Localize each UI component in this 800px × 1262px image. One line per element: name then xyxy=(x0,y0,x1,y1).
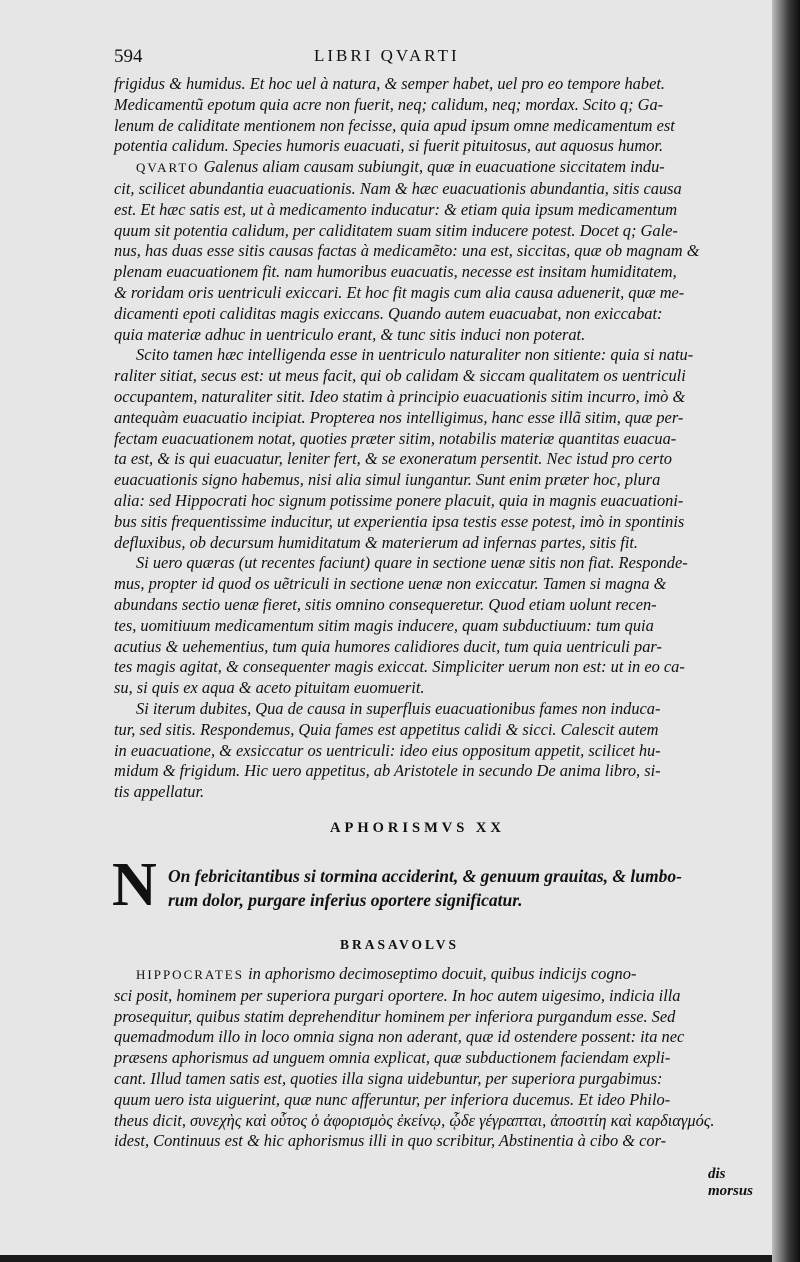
page-edge-shadow xyxy=(772,0,800,1262)
text-line: On febricitantibus si tormina acciderint, & genuum grauitas, & lumbo- xyxy=(168,866,682,886)
page-number: 594 xyxy=(114,46,143,67)
commentary-author: BRASAVOLVS xyxy=(340,937,460,952)
text-line-rest: in aphorismo decimoseptimo docuit, quibus indicijs cogno- xyxy=(248,964,637,983)
text-line: defluxibus, ob decursum humiditatum & materierum ad infernas partes, sitis fit. xyxy=(114,532,639,552)
text-line: nus, has duas esse sitis causas factas à medicamẽto: una est, siccitas, quæ ob magnam & xyxy=(114,241,700,261)
text-line: tis appellatur. xyxy=(114,782,205,802)
text-line: tur, sed sitis. Respondemus, Quia fames est appetitus calidi & sicci. Calescit autem xyxy=(114,719,659,739)
text-line: quum sit potentia calidum, per caliditatem suam sitim inducere potest. Docet q; Gale- xyxy=(114,220,678,240)
paragraph-1 xyxy=(114,74,756,157)
catchword: dis morsus xyxy=(708,1166,754,1199)
lead-word: HIPPOCRATES xyxy=(136,967,244,982)
text-line: su, si quis ex aqua & aceto pituitam euomuerit. xyxy=(114,678,425,698)
text-line: plenam euacuationem fit. nam humoribus euacuatis, necesse est insitam humiditatem, xyxy=(114,262,677,282)
text-line: Si iterum dubites, Qua de causa in superfluis euacuationibus fames non induca- xyxy=(136,698,661,718)
text-line: dicamenti epoti caliditas magis exiccans. Quando autem euacuabat, non exiccabat: xyxy=(114,303,663,323)
running-head: LIBRI QVARTI xyxy=(314,46,460,65)
text-line: lenum de caliditate mentionem non fecisse, quia apud ipsum omne medicamentum est xyxy=(114,115,675,135)
paragraph-5 xyxy=(114,699,756,803)
text-line: frigidus & humidus. Et hoc uel à natura, & semper habet, uel pro eo tempore habet. xyxy=(114,74,665,93)
text-line: præsens aphorismus ad unguem omnia explicat, quæ subductionem faciendam expli- xyxy=(114,1048,671,1068)
text-line: rum dolor, purgare inferius oportere significatur. xyxy=(168,890,523,910)
text-line: occupantem, naturaliter sitit. Ideo statim à principio euacuationis sitim incurro, imò & xyxy=(114,386,686,406)
text-line: prosequitur, quibus statim deprehenditur hominem per inferiora purgandum esse. Sed xyxy=(114,1006,676,1026)
text-line: Scito tamen hæc intelligenda esse in uentriculo naturaliter non sitiente: quia si natu- xyxy=(136,345,694,365)
paragraph-4 xyxy=(114,553,756,699)
text-line: acutius & uehementius, tum quia humores calidiores ducit, tum quia uentriculi par- xyxy=(114,636,662,656)
text-line: est. Et hæc satis est, ut à medicamento inducatur: & etiam quia ipsum medicamentum xyxy=(114,199,678,219)
aphorism-title: APHORISMVS XX xyxy=(330,820,505,836)
text-line: midum & frigidum. Hic uero appetitus, ab Aristotele in secundo De anima libro, si- xyxy=(114,761,661,781)
main-text-block xyxy=(114,74,756,803)
text-line: & roridam oris uentriculi exiccari. Et hoc fit magis cum alia causa aduenerit, quæ me- xyxy=(114,282,685,302)
commentary-text xyxy=(114,964,756,1152)
text-line xyxy=(114,964,756,986)
text-line-rest: Galenus aliam causam subiungit, quæ in euacuatione siccitatem indu- xyxy=(203,157,665,177)
text-line: theus dicit, συνεχὴς καὶ οὗτος ὁ ἀφορισμὸς ἐκείνῳ, ᾧδε γέγραπται, ἀποσιτίη καὶ καρδιαγμός. xyxy=(114,1110,715,1130)
paragraph-3 xyxy=(114,345,756,553)
text-line: fectam euacuationem notat, quoties præter sitim, notabilis materiæ quantitas euacua- xyxy=(114,428,677,448)
text-line: abundans sectio uenæ fieret, sitis omnino consequeretur. Quod etiam uolunt recen- xyxy=(114,594,657,614)
text-line: cant. Illud tamen satis est, quoties illa signa uidebuntur, per superiora purgabimus: xyxy=(114,1068,663,1088)
text-line: in euacuatione, & exsiccatur os uentriculi: ideo eius oppositum appetit, scilicet hu- xyxy=(114,740,661,760)
page-header xyxy=(114,42,754,68)
drop-cap: N xyxy=(112,851,157,919)
text-line: quum uero ista uiguerint, quæ nunc afferuntur, per inferiora ducemus. Et ideo Philo- xyxy=(114,1089,671,1109)
text-line: Medicamentũ epotum quia acre non fuerit, neq; calidum, neq; mordax. Scito q; Ga- xyxy=(114,94,664,114)
text-line: cit, scilicet abundantia euacuationis. Nam & hæc euacuationis abundantia, sitis causa xyxy=(114,178,682,198)
text-line: alia: sed Hippocrati hoc signum potissime ponere placuit, quia in magnis euacuationi- xyxy=(114,490,684,510)
text-line: Si uero quæras (ut recentes faciunt) quare in sectione uenæ sitis non fiat. Responde- xyxy=(136,553,688,573)
text-line: tes, uomitiuum medicamentum sitim magis inducere, quam subductiuum: tum quia xyxy=(114,615,654,635)
text-line: euacuationis signo habemus, nisi alia simul iungantur. Sunt enim præter hoc, plura xyxy=(114,470,661,490)
text-line: antequàm euacuatio incipiat. Propterea nos intelligimus, hanc esse illã sitim, quæ per- xyxy=(114,407,684,427)
text-line: mus, propter id quod os uẽtriculi in sectione uenæ non exiccatur. Tamen si magna & xyxy=(114,574,667,594)
text-line: bus sitis frequentissime inducitur, ut experientia ipsa testis esse potest, imò in spontinis xyxy=(114,511,685,531)
text-line: sci posit, hominem per superiora purgari oportere. In hoc autem uigesimo, indicia illa xyxy=(114,985,681,1005)
text-line: quia materiæ adhuc in uentriculo erant, & tunc sitis induci non poterat. xyxy=(114,324,586,344)
lead-word: QVARTO xyxy=(136,160,200,176)
text-line: tes magis agitat, & consequenter magis exiccat. Simpliciter uerum non est: ut in eo ca- xyxy=(114,657,685,677)
text-line: idest, Continuus est & hic aphorismus illi in quo scribitur, Abstinentia à cibo & cor- xyxy=(114,1131,667,1151)
text-line: quemadmodum illo in loco omnia signa non aderant, quæ id ostendere possent: ita nec xyxy=(114,1027,685,1047)
text-line: ta est, & is qui euacuatur, leniter fert, & se exoneratum persentit. Nec istud pro certo xyxy=(114,449,672,469)
aphorism-text xyxy=(168,864,758,912)
text-line: raliter sitiat, secus est: ut meus facit, qui ob calidam & siccam qualitatem os uentriculi xyxy=(114,366,686,386)
text-line xyxy=(114,157,756,179)
text-line: potentia calidum. Species humoris euacuati, si fuerit pituitosus, aut aquosus humor. xyxy=(114,136,664,156)
paragraph-2 xyxy=(114,157,756,345)
